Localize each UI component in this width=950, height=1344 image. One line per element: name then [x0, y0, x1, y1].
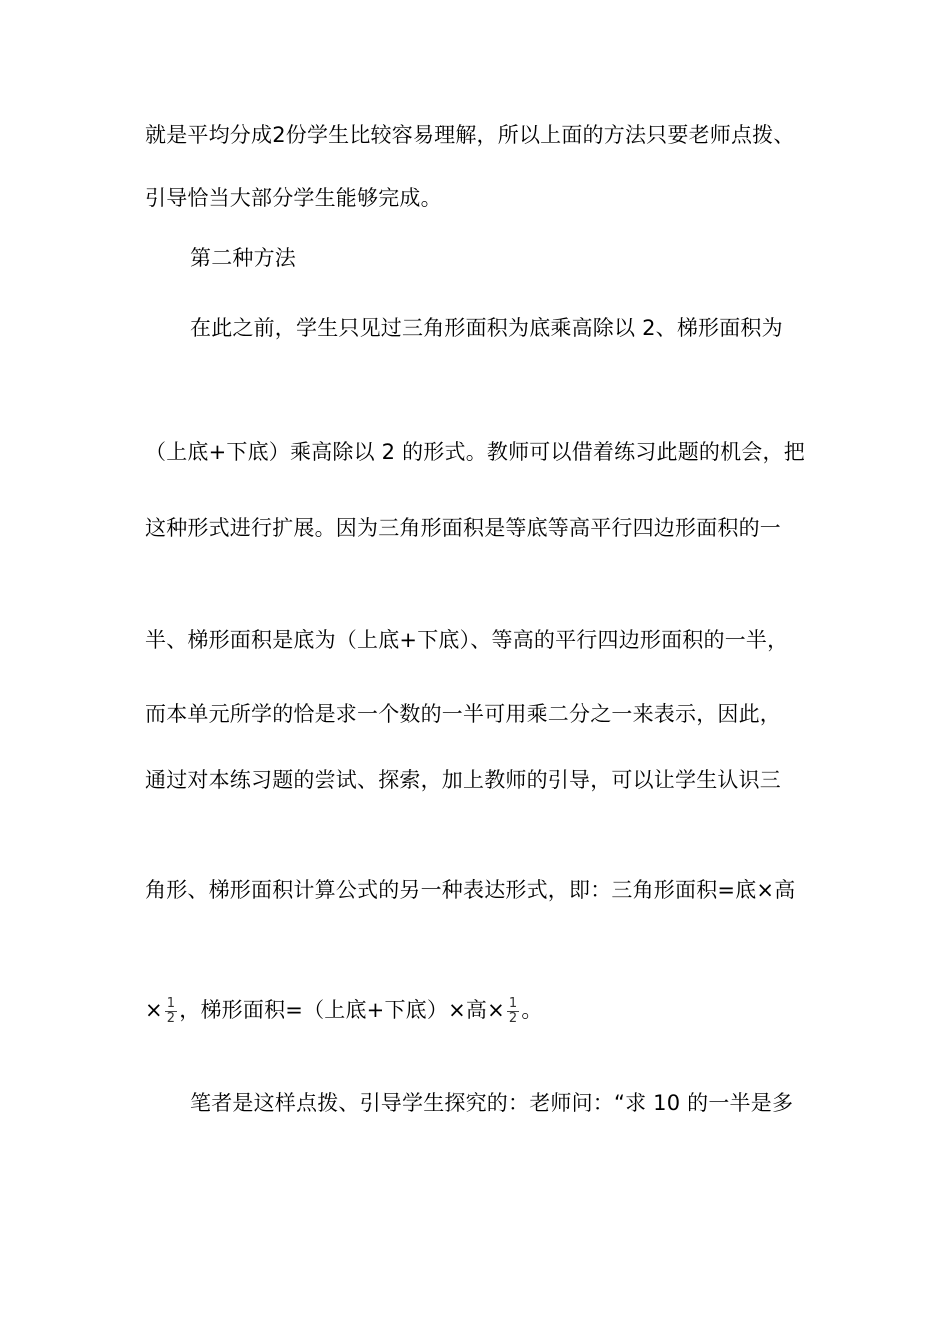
- fraction-numerator: 1: [508, 995, 518, 1011]
- fraction-denominator: 2: [508, 1010, 518, 1026]
- paragraph-line: 角形、梯形面积计算公式的另一种表达形式，即：三角形面积=底×高: [145, 878, 796, 902]
- section-heading: 第二种方法: [190, 246, 296, 270]
- formula-text: ×: [145, 998, 163, 1022]
- paragraph-line: （上底+下底）乘高除以 2 的形式。教师可以借着练习此题的机会，把: [145, 440, 805, 464]
- paragraph-line: 引导恰当大部分学生能够完成。: [145, 186, 442, 210]
- paragraph-line: 而本单元所学的恰是求一个数的一半可用乘二分之一来表示，因此，: [145, 702, 781, 726]
- formula-text: 。: [521, 998, 543, 1022]
- paragraph-line: 这种形式进行扩展。因为三角形面积是等底等高平行四边形面积的一: [145, 516, 781, 540]
- paragraph-line: 通过对本练习题的尝试、探索，加上教师的引导，可以让学生认识三: [145, 768, 781, 792]
- fraction-numerator: 1: [166, 995, 176, 1011]
- fraction-denominator: 2: [166, 1010, 176, 1026]
- paragraph-line: 半、梯形面积是底为（上底+下底）、等高的平行四边形面积的一半，: [145, 628, 789, 652]
- fraction-one-half: [507, 997, 519, 1026]
- paragraph-line: 在此之前，学生只见过三角形面积为底乘高除以 2、梯形面积为: [190, 316, 783, 340]
- paragraph-line: 笔者是这样点拨、引导学生探究的：老师问：“求 10 的一半是多: [190, 1091, 794, 1115]
- paragraph-line: 就是平均分成2份学生比较容易理解，所以上面的方法只要老师点拨、: [145, 123, 795, 147]
- formula-text: ，梯形面积=（上底+下底）×高×: [179, 998, 505, 1022]
- formula-line: [145, 995, 543, 1026]
- fraction-one-half: [165, 997, 177, 1026]
